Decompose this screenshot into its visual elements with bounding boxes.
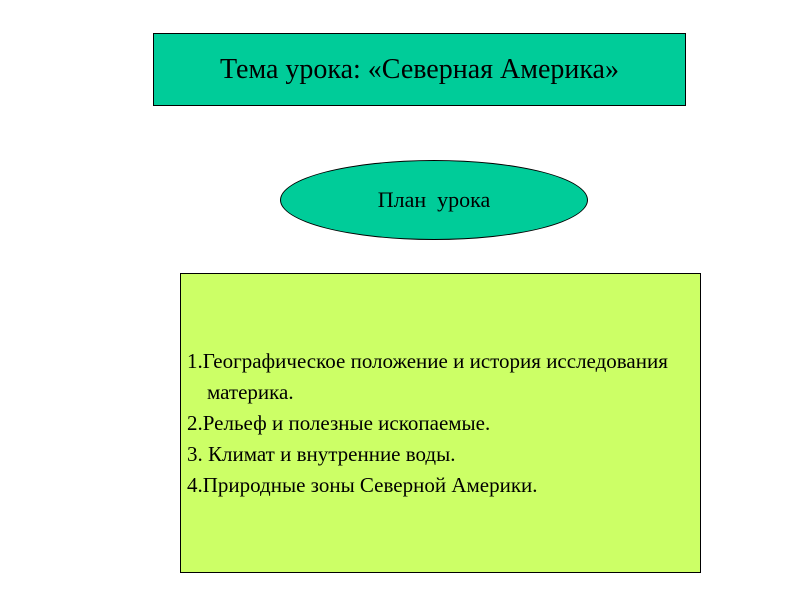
list-item: 2.Рельеф и полезные ископаемые. bbox=[187, 410, 491, 435]
list-item: 3. Климат и внутренние воды. bbox=[187, 441, 456, 466]
lesson-plan-ellipse bbox=[280, 160, 588, 240]
list-item: 4.Природные зоны Северной Америки. bbox=[187, 472, 538, 497]
lesson-title: Тема урока: «Северная Америка» bbox=[220, 53, 619, 85]
lesson-plan-label: План урока bbox=[377, 187, 491, 212]
list-item: 1.Географическое положение и история исследования материка. bbox=[187, 348, 668, 404]
lesson-title-box bbox=[153, 33, 686, 106]
lesson-plan-list bbox=[180, 273, 701, 573]
